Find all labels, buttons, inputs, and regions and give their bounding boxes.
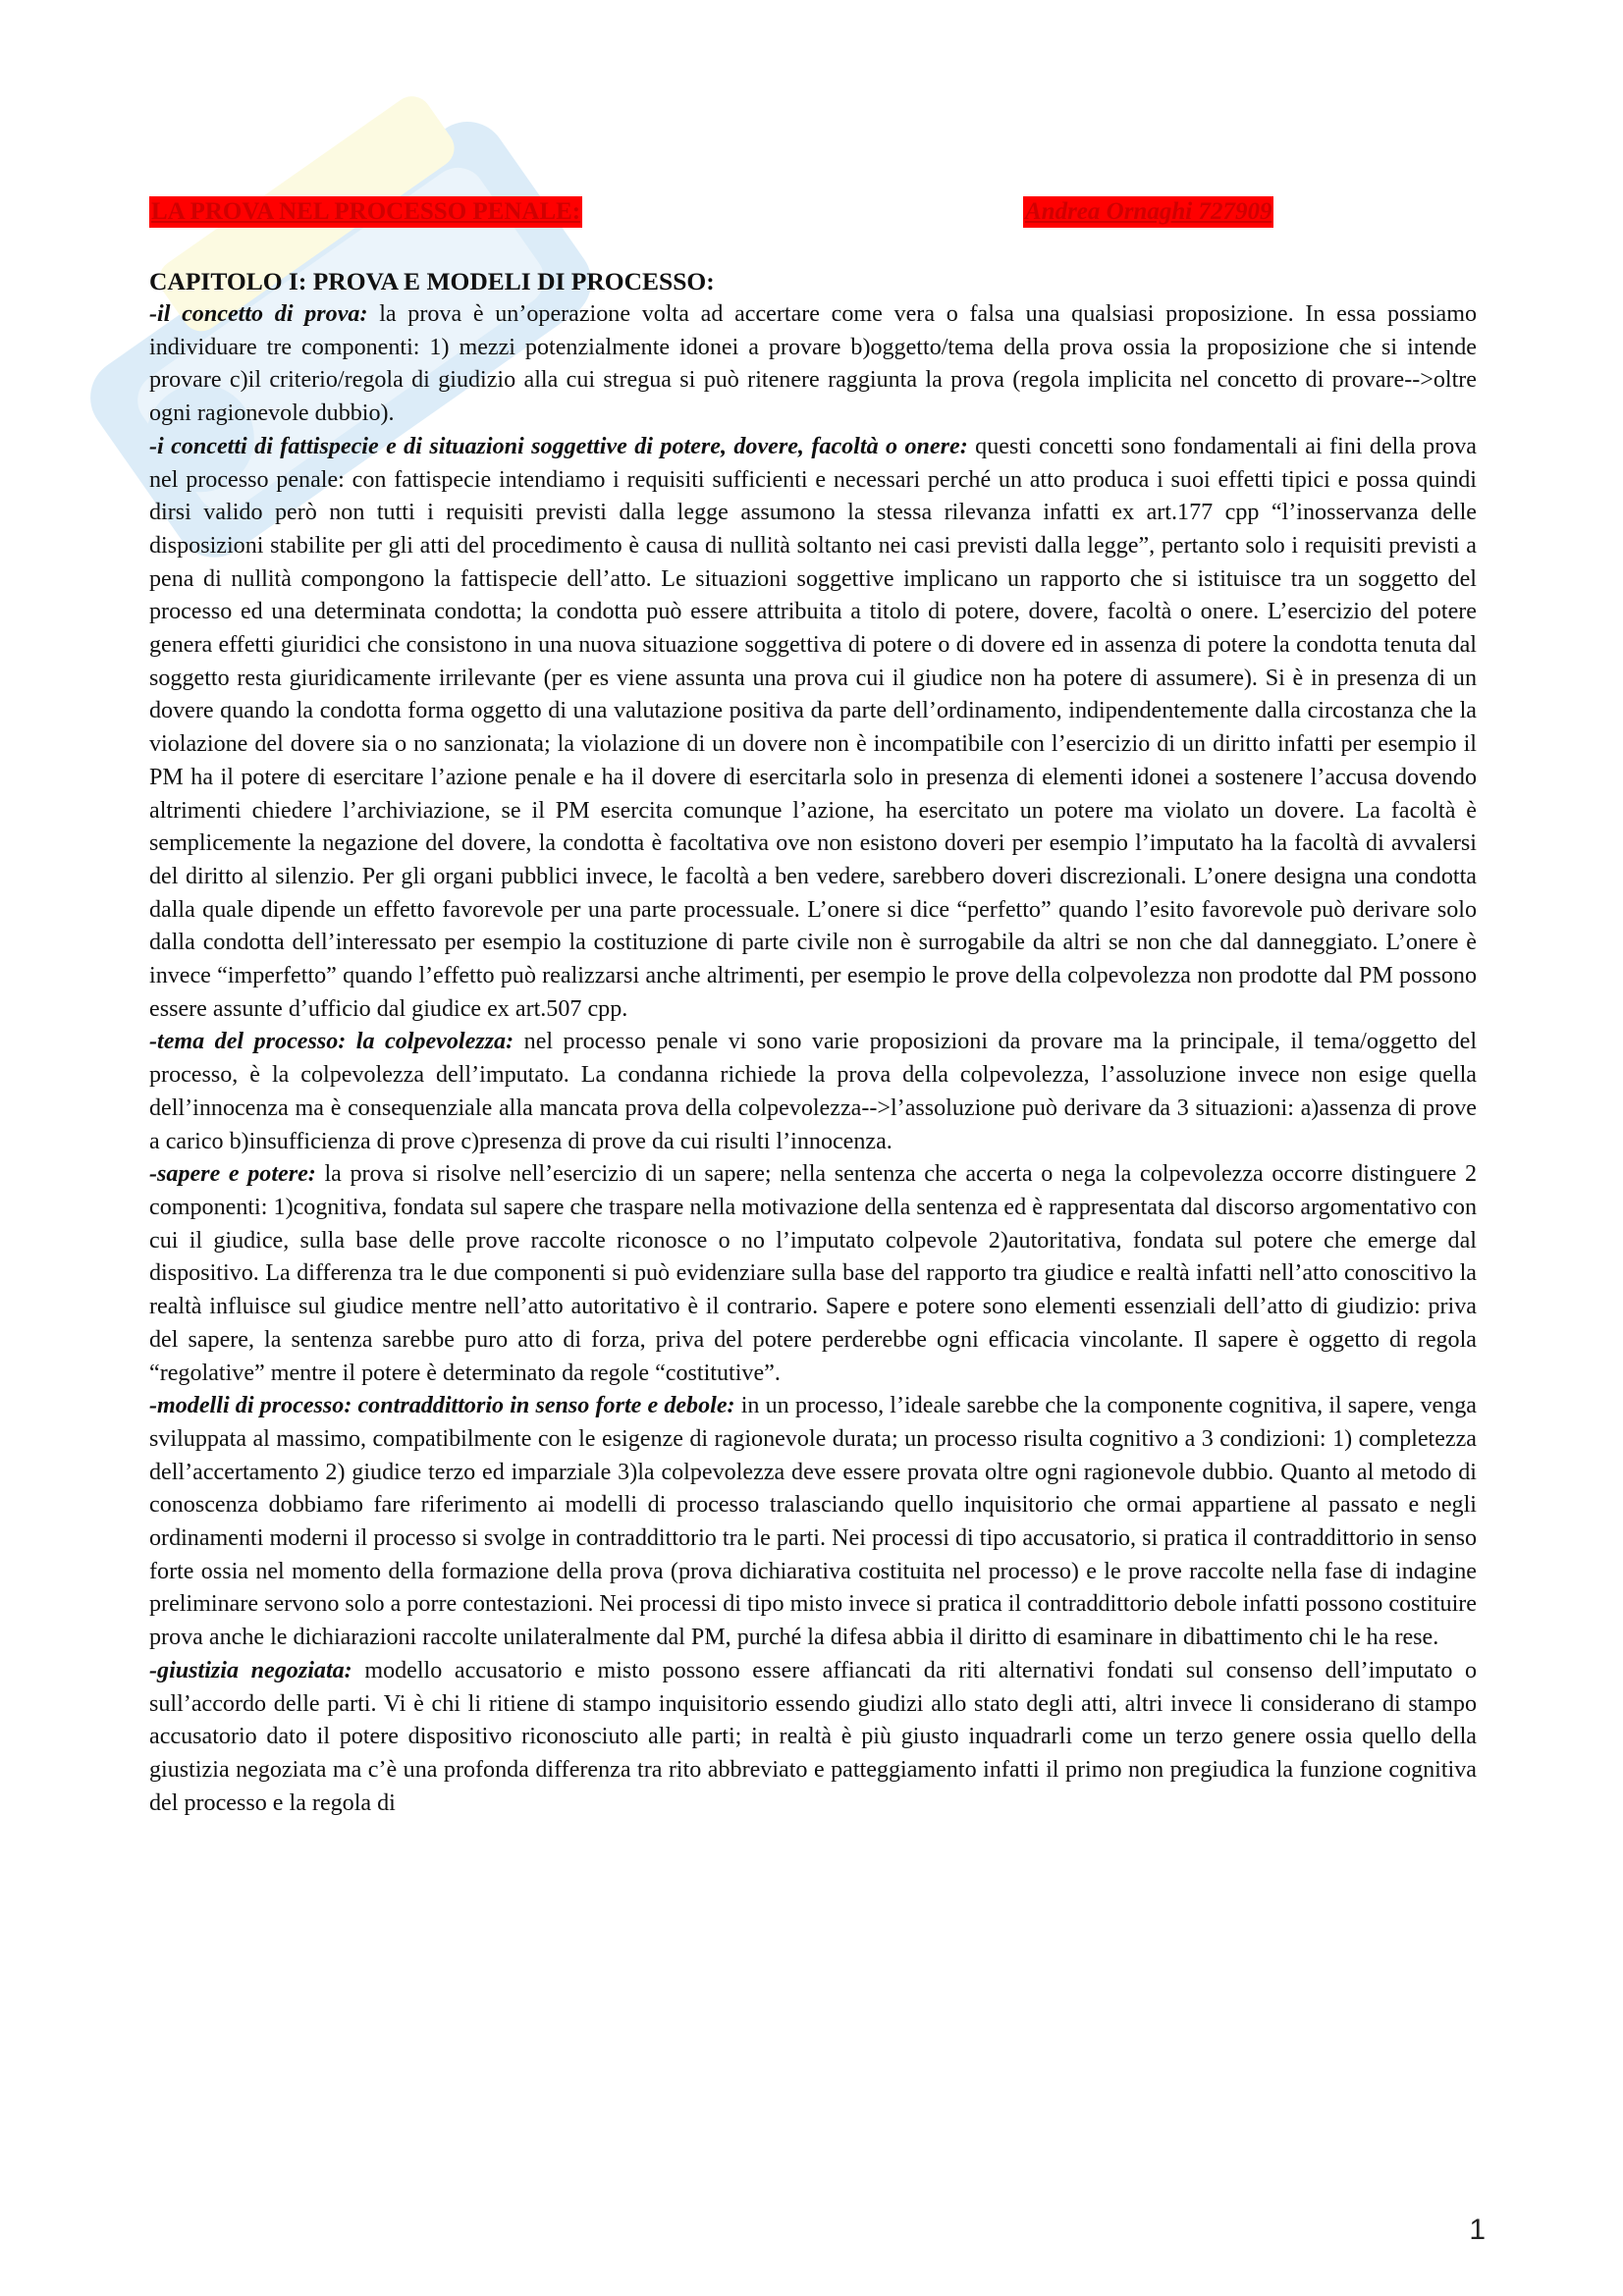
chapter-title: CAPITOLO I: PROVA E MODELI DI PROCESSO: [149, 267, 715, 295]
section-paragraph [149, 431, 1477, 1027]
section-text: modello accusatorio e misto possono essere affiancati da riti alternativi fondati sul consenso dell’imputato o sull’accordo delle parti. Vi è chi li ritiene di stampo inquisitorio essendo giudizi allo stato degli atti, altri invece li considerano di stampo accusatorio dato il potere dispositivo riconosciuto alle parti; in realtà è più giusto inquadrarli come un terzo genere ossia quello della giustizia negoziata ma c’è una profonda differenza tra rito abbreviato e patteggiamento infatti il primo non pregiudica la funzione cognitiva del processo e la regola di [149, 1657, 1478, 1816]
section-title: -giustizia negoziata: [149, 1657, 352, 1683]
section-title: -tema del processo: la colpevolezza: [149, 1029, 514, 1055]
document-title: LA PROVA NEL PROCESSO PENALE: [149, 196, 582, 228]
section-text: nel processo penale vi sono varie proposizioni da provare ma la principale, il tema/oggetto del processo, è la colpevolezza dell’imputato. La condanna richiede la prova della colpevolezza, l’assoluzione invece non esige quella dell’innocenza ma è consequenziale alla mancata prova della colpevolezza-->l’assoluzione può derivare da 3 situazioni: a)assenza di prove a carico b)insufficienza di prove c)presenza di prove da cui risulti l’innocenza. [149, 1029, 1478, 1154]
section-text: la prova si risolve nell’esercizio di un sapere; nella sentenza che accerta o nega la colpevolezza occorre distinguere 2 componenti: 1)cognitiva, fondata sul sapere che traspare nella motivazione della sentenza ed è rappresentata dal discorso argomentativo con cui il giudice, sulla base delle prove raccolte riconosce o no l’imputato colpevole 2)autoritativa, fondata sul potere che emerge dal dispositivo. La differenza tra le due componenti si può evidenziare sulla base del rapporto tra giudice e realtà infatti nell’atto conoscitivo la realtà influisce sul giudice mentre nell’atto autoritativo è il contrario. Sapere e potere sono elementi essenziali dell’atto di giudizio: priva del sapere, la sentenza sarebbe puro atto di forza, priva del potere perderebbe ogni efficacia vincolante. Il sapere è oggetto di regola “regolative” mentre il potere è determinato da regole “costitutive”. [149, 1161, 1477, 1386]
section-text: in un processo, l’ideale sarebbe che la componente cognitiva, il sapere, venga sviluppata al massimo, compatibilmente con le esigenze di ragionevole durata; un processo risulta cognitivo a 3 condizioni: 1) completezza dell’accertamento 2) giudice terzo ed imparziale 3)la colpevolezza deve essere provata oltre ogni ragionevole dubbio. Quanto al metodo di conoscenza dobbiamo fare riferimento ai modelli di processo tralasciando quello inquisitorio che ormai appartiene al passato e negli ordinamenti moderni il processo si svolge in contraddittorio tra le parti. Nei processi di tipo accusatorio, si pratica il contraddittorio in senso forte ossia nel momento della formazione della prova (prova dichiarativa costituita nel processo) e le prove raccolte nella fase di indagine preliminare servono solo a porre contestazioni. Nei processi di tipo misto invece si pratica il contraddittorio debole infatti possono costituire prova anche le dichiarazioni raccolte unilateralmente dal PM, purché la difesa abbia il diritto di esaminare in dibattimento chi le ha rese. [149, 1393, 1477, 1651]
section-paragraph [149, 1026, 1477, 1158]
section-text: la prova è un’operazione volta ad accertare come vera o falsa una qualsiasi proposizione. In essa possiamo individuare tre componenti: 1) mezzi potenzialmente idonei a provare b)oggetto/tema della prova ossia la proposizione che si intende provare c)il criterio/regola di giudizio alla cui stregua si può ritenere raggiunta la prova (regola implicita nel concetto di provare-->oltre ogni ragionevole dubbio). [149, 301, 1478, 427]
author-info: Andrea Ornaghi 727909 [1023, 196, 1273, 228]
section-paragraph [149, 1655, 1477, 1821]
section-paragraph [149, 298, 1477, 431]
section-text: questi concetti sono fondamentali ai fini della prova nel processo penale: con fattispecie intendiamo i requisiti sufficienti e necessari perché un atto produca i suoi effetti tipici e possa quindi dirsi valido però non tutti i requisiti previsti dalla legge assumono la stessa rilevanza infatti ex art.177 cpp “l’inosservanza delle disposizioni stabilite per gli atti del procedimento è causa di nullità soltanto nei casi previsti dalla legge”, pertanto solo i requisiti previsti a pena di nullità compongono la fattispecie dell’atto. Le situazioni soggettive implicano un rapporto che si istituisce tra un soggetto del processo ed una determinata condotta; la condotta può essere attribuita a titolo di potere, dovere, facoltà o onere. L’esercizio del potere genera effetti giuridici che consistono in una nuova situazione soggettiva di potere o di dovere ed in assenza di potere la condotta tenuta dal soggetto resta giuridicamente irrilevante (per es viene assunta una prova cui il giudice non ha potere di assumere). Si è in presenza di un dovere quando la condotta forma oggetto di una valutazione positiva da parte dell’ordinamento, indipendentemente dalla circostanza che la violazione del dovere sia o no sanzionata; la violazione di un dovere non è incompatibile con l’esercizio di un diritto infatti per esempio il PM ha il potere di esercitare l’azione penale e ha il dovere di esercitarla solo in presenza di elementi idonei a sostenere l’accusa dovendo altrimenti chiedere l’archiviazione, se il PM esercita comunque l’azione, ha esercitato un potere ma violato un dovere. La facoltà è semplicemente la negazione del dovere, la condotta è facoltativa ove non esistono doveri per esempio l’imputato ha la facoltà di avvalersi del diritto al silenzio. Per gli organi pubblici invece, le facoltà a ben vedere, sarebbero doveri discrezionali. L’onere designa una condotta dalla quale dipende un effetto favorevole per una parte processuale. L’onere si dice “perfetto” quando l’esito favorevole può derivare solo dalla condotta dell’interessato per esempio la costituzione di parte civile non è surrogabile da altri se non che dal danneggiato. L’onere è invece “imperfetto” quando l’effetto può realizzarsi anche altrimenti, per esempio le prove della colpevolezza non prodotte dal PM possono essere assunte d’ufficio dal giudice ex art.507 cpp. [149, 433, 1478, 1022]
body-text [149, 298, 1477, 1820]
section-title: -il concetto di prova: [149, 301, 368, 327]
section-paragraph [149, 1158, 1477, 1390]
document-header [149, 196, 1477, 230]
section-paragraph [149, 1390, 1477, 1655]
section-title: -modelli di processo: contraddittorio in senso forte e debole: [149, 1393, 735, 1419]
section-title: -sapere e potere: [149, 1161, 316, 1188]
page-number: 1 [1469, 2214, 1486, 2246]
document-page [149, 196, 1477, 1820]
section-title: -i concetti di fattispecie e di situazioni soggettive di potere, dovere, facoltà o onere: [149, 433, 968, 459]
